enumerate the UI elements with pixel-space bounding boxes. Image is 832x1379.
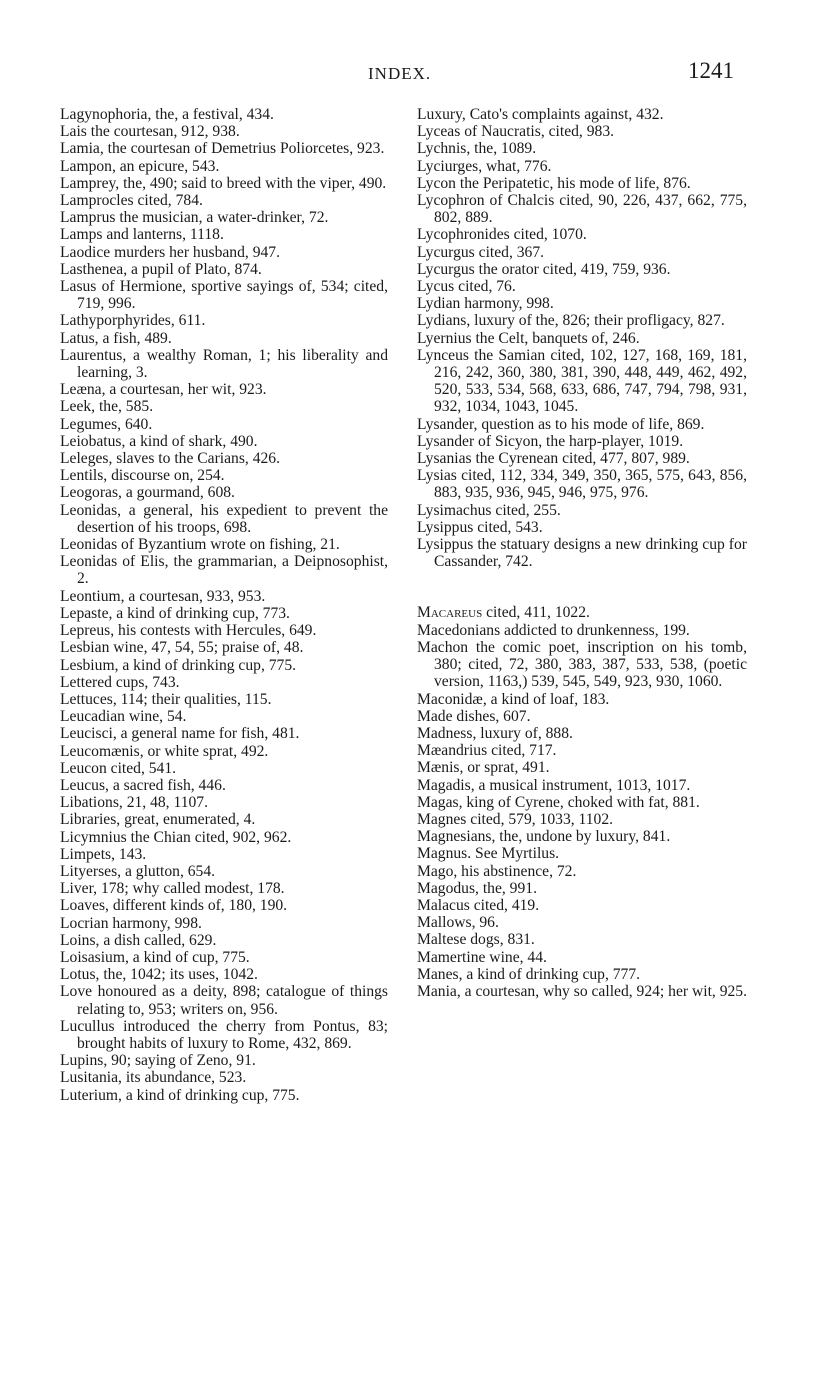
index-entry — [417, 604, 747, 621]
index-entry: Lusitania, its abundance, 523. — [60, 1069, 247, 1087]
index-entry: Libations, 21, 48, 1107. — [60, 794, 208, 812]
index-entry: Lydians, luxury of the, 826; their profligacy, 827. — [417, 312, 725, 330]
index-entry: Lentils, discourse on, 254. — [60, 467, 225, 485]
index-entry: Lysander, question as to his mode of life, 869. — [417, 415, 705, 433]
index-entry: Mæandrius cited, 717. — [417, 742, 557, 760]
index-entry: Lycurgus the orator cited, 419, 759, 936. — [417, 260, 671, 278]
index-entry: Laurentus, a wealthy Roman, 1; his liberality and learning, 3. — [60, 346, 388, 382]
index-entry: Leucon cited, 541. — [60, 759, 177, 777]
index-entry: Lamia, the courtesan of Demetrius Poliorcetes, 923. — [60, 140, 385, 158]
index-entry: Leucadian wine, 54. — [60, 708, 187, 726]
index-entry: Magnes cited, 579, 1033, 1102. — [417, 810, 614, 828]
index-entry: Lydian harmony, 998. — [417, 295, 554, 313]
index-entry: Lysanias the Cyrenean cited, 477, 807, 989. — [417, 450, 690, 468]
index-entry: Latus, a fish, 489. — [60, 329, 172, 347]
index-entry: Leæna, a courtesan, her wit, 923. — [60, 381, 267, 399]
index-entry: Leucus, a sacred fish, 446. — [60, 776, 226, 794]
index-entry: Leiobatus, a kind of shark, 490. — [60, 432, 258, 450]
index-entry: Lamprus the musician, a water-drinker, 72. — [60, 209, 329, 227]
index-entry: Maltese dogs, 831. — [417, 931, 535, 949]
index-entry: Luxury, Cato's complaints against, 432. — [417, 106, 664, 123]
index-entry: Loisasium, a kind of cup, 775. — [60, 948, 250, 966]
index-entry: Mamertine wine, 44. — [417, 948, 547, 966]
index-entry: Lepreus, his contests with Hercules, 649. — [60, 622, 317, 640]
index-entry: Love honoured as a deity, 898; catalogue of things relating to, 953; writers on, 956. — [60, 983, 388, 1018]
index-entry: Leonidas, a general, his expedient to prevent the desertion of his troops, 698. — [60, 501, 388, 536]
index-entry: Loins, a dish called, 629. — [60, 931, 217, 949]
page-number: 1241 — [688, 58, 734, 83]
index-entry: Leucomænis, or white sprat, 492. — [60, 742, 269, 760]
index-column-left — [60, 106, 388, 1104]
index-entry: Leonidas of Byzantium wrote on fishing, 21. — [60, 536, 340, 554]
index-entry: Malacus cited, 419. — [417, 896, 540, 914]
index-entry-text: cited, 411, 1022. — [482, 604, 590, 622]
index-entry: Lysippus cited, 543. — [417, 518, 543, 536]
index-entry: Libraries, great, enumerated, 4. — [60, 811, 256, 829]
index-entry: Leek, the, 585. — [60, 398, 154, 416]
index-entry: Lycurgus cited, 367. — [417, 243, 545, 261]
index-entry: Lityerses, a glutton, 654. — [60, 862, 216, 880]
index-entry: Lampon, an epicure, 543. — [60, 157, 220, 175]
index-entry: Leogoras, a gourmand, 608. — [60, 484, 235, 502]
index-entry: Magodus, the, 991. — [417, 879, 537, 897]
index-entry: Machon the comic poet, inscription on his tomb, 380; cited, 72, 380, 383, 387, 533, 538, (poetic version, 1163,) 539, 545, 549, 923, 930, 1060. — [417, 638, 747, 691]
index-entry: Lyciurges, what, 776. — [417, 157, 552, 175]
index-entry: Lotus, the, 1042; its uses, 1042. — [60, 966, 258, 984]
index-entry: Manes, a kind of drinking cup, 777. — [417, 965, 641, 983]
index-entry: Lamprocles cited, 784. — [60, 192, 203, 210]
index-entry: Magas, king of Cyrene, choked with fat, 881. — [417, 793, 700, 811]
index-entry-name: Macareus — [417, 604, 483, 622]
index-entry: Lysias cited, 112, 334, 349, 350, 365, 575, 643, 856, 883, 935, 936, 945, 946, 975, 976. — [417, 467, 747, 502]
index-entry: Lucullus introduced the cherry from Pontus, 83; brought habits of luxury to Rome, 432, 869. — [60, 1017, 388, 1052]
index-entry: Lasus of Hermione, sportive sayings of, 534; cited, 719, 996. — [60, 278, 388, 313]
index-entry: Loaves, different kinds of, 180, 190. — [60, 897, 288, 915]
index-entry: Lycophronides cited, 1070. — [417, 226, 587, 244]
index-entry: Lysander of Sicyon, the harp-player, 1019. — [417, 432, 684, 450]
index-entry: Lysippus the statuary designs a new drinking cup for Cassander, 742. — [417, 536, 747, 571]
index-entry: Lamprey, the, 490; said to breed with the viper, 490. — [60, 174, 387, 192]
index-entry: Lycophron of Chalcis cited, 90, 226, 437, 662, 775, 802, 889. — [417, 192, 747, 227]
index-entry: Lais the courtesan, 912, 938. — [60, 123, 240, 141]
index-entry: Magadis, a musical instrument, 1013, 1017. — [417, 776, 691, 794]
index-entry: Leonidas of Elis, the grammarian, a Deipnosophist, 2. — [60, 553, 388, 588]
index-entry: Lynceus the Samian cited, 102, 127, 168, 169, 181, 216, 242, 360, 380, 381, 390, 448, 449, 462, 492, 520, 533, 534, 568, 633, 686, 747, 794, 798, 931, 932, 1034, 1043, 1045. — [417, 346, 747, 416]
section-gap — [417, 570, 747, 604]
index-section-l — [417, 106, 747, 570]
index-entry: Lamps and lanterns, 1118. — [60, 226, 224, 244]
index-entry: Made dishes, 607. — [417, 707, 531, 725]
index-entry: Leontium, a courtesan, 933, 953. — [60, 587, 266, 605]
index-entry: Lycus cited, 76. — [417, 278, 516, 296]
index-entry: Lepaste, a kind of drinking cup, 773. — [60, 604, 290, 622]
index-column-right — [417, 106, 747, 1000]
index-entry: Lycon the Peripatetic, his mode of life, 876. — [417, 174, 691, 192]
index-entry: Lyernius the Celt, banquets of, 246. — [417, 329, 640, 347]
index-entry: Lettered cups, 743. — [60, 673, 180, 691]
index-entry: Locrian harmony, 998. — [60, 914, 202, 932]
running-title: INDEX. — [368, 64, 432, 83]
index-entry: Mania, a courtesan, why so called, 924; her wit, 925. — [417, 982, 747, 1000]
index-entry: Maconidæ, a kind of loaf, 183. — [417, 690, 610, 708]
index-entry: Mænis, or sprat, 491. — [417, 759, 550, 777]
index-entry: Leucisci, a general name for fish, 481. — [60, 725, 300, 743]
index-entry: Lagynophoria, the, a festival, 434. — [60, 106, 274, 123]
index-entry: Lesbian wine, 47, 54, 55; praise of, 48. — [60, 639, 304, 657]
index-entry: Mago, his abstinence, 72. — [417, 862, 577, 880]
index-entry: Limpets, 143. — [60, 845, 147, 863]
index-entry: Lathyporphyrides, 611. — [60, 312, 206, 330]
index-entry: Macedonians addicted to drunkenness, 199. — [417, 621, 690, 639]
index-entry: Magnesians, the, undone by luxury, 841. — [417, 828, 671, 846]
index-entry: Liver, 178; why called modest, 178. — [60, 880, 285, 898]
index-entry: Laodice murders her husband, 947. — [60, 243, 280, 261]
index-entry: Lettuces, 114; their qualities, 115. — [60, 690, 272, 708]
index-section-m — [417, 604, 747, 1000]
index-entry: Lupins, 90; saying of Zeno, 91. — [60, 1052, 256, 1070]
index-entry: Licymnius the Chian cited, 902, 962. — [60, 828, 292, 846]
index-entry: Legumes, 640. — [60, 415, 153, 433]
page-header — [0, 58, 832, 88]
index-entry: Lasthenea, a pupil of Plato, 874. — [60, 260, 262, 278]
index-entry: Luterium, a kind of drinking cup, 775. — [60, 1086, 300, 1104]
index-entry: Magnus. See Myrtilus. — [417, 845, 560, 863]
index-entry: Lesbium, a kind of drinking cup, 775. — [60, 656, 297, 674]
index-entry: Lyceas of Naucratis, cited, 983. — [417, 123, 615, 141]
index-entry: Leleges, slaves to the Carians, 426. — [60, 450, 280, 468]
index-entry: Lychnis, the, 1089. — [417, 140, 537, 158]
index-entry: Mallows, 96. — [417, 914, 499, 932]
index-entry: Madness, luxury of, 888. — [417, 724, 573, 742]
index-entry: Lysimachus cited, 255. — [417, 501, 561, 519]
